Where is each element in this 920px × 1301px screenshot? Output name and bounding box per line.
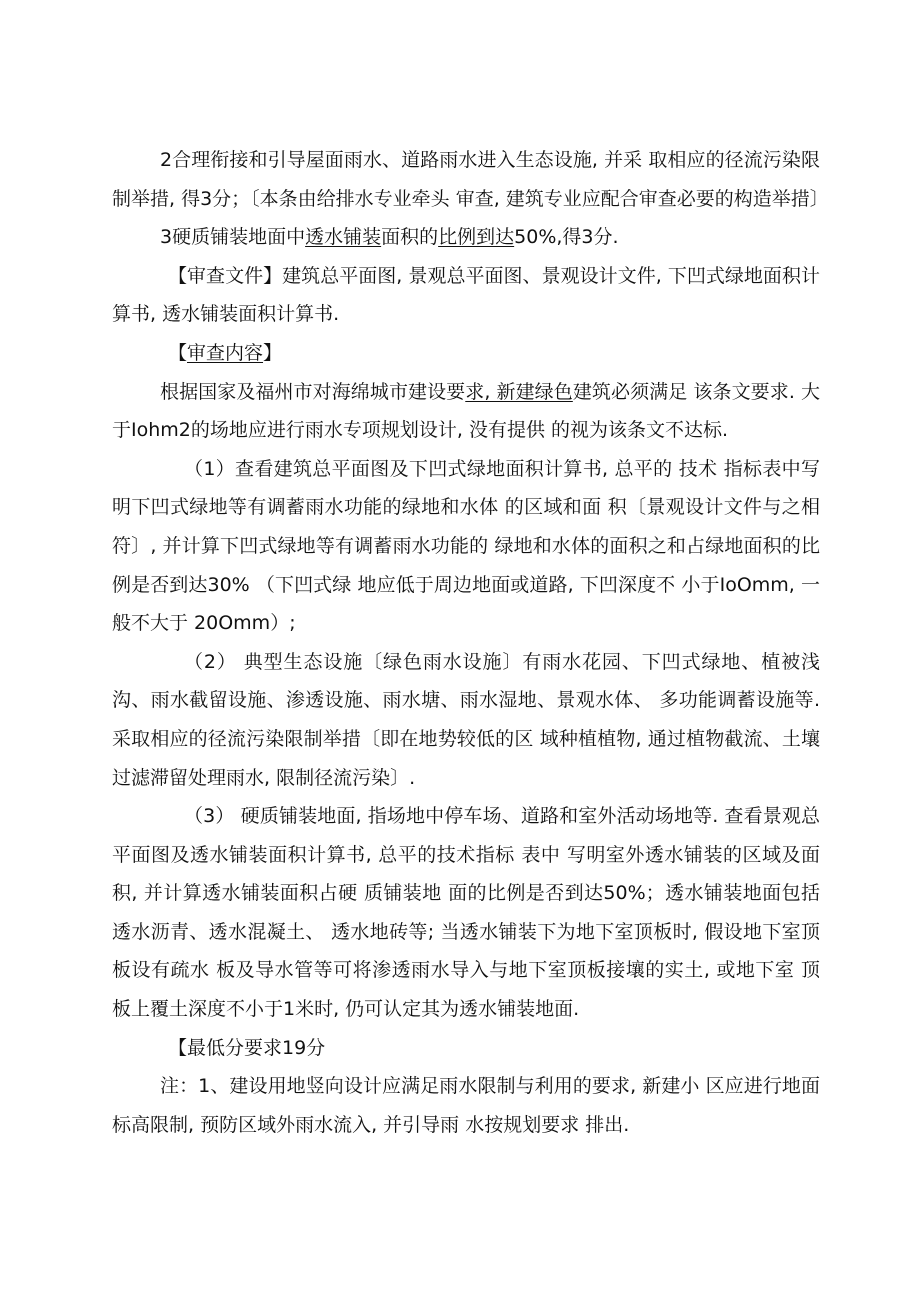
item-3-underline-2: 比例到达 (438, 226, 515, 249)
review-documents-text: 建筑总平面图, 景观总平面图、景观设计文件, 下凹式绿地面积计算书, 透水铺装面积计算书. (112, 264, 820, 326)
point-1-paragraph: （1）查看建筑总平面图及下凹式绿地面积计算书, 总平的 技术 指标表中写明下凹式绿地等有调蓄雨水功能的绿地和水体 的区域和面 积〔景观设计文件与之相符〕, 并计算下凹式绿地等有调蓄雨水功能的 绿地和水体的面积之和占绿地面积的比例是否到达30% （下凹式绿 地应低于周边地面或道路, 下凹深度不 小于IoOmm, 一般不大于 20Omm）; (112, 457, 820, 635)
item-3-prefix: 3硬质铺装地面中 (160, 226, 306, 249)
intro-suffix: 建筑必须满足 该条文要求. 大于Iohm2的场地应进行雨水专项规划设计, 没有提供 的视为该条文不达标. (112, 380, 820, 442)
item-3-mid: 面积的 (381, 226, 439, 249)
item-2-paragraph: 2合理衔接和引导屋面雨水、道路雨水进入生态设施, 并采 取相应的径流污染限制举措, 得3分；〔本条由给排水专业牵头 审查, 建筑专业应配合审查必要的构造举措〕 (112, 149, 829, 210)
minimum-score-line: 【最低分要求19分 (168, 1036, 326, 1059)
document-body (112, 141, 829, 1144)
item-3-suffix: 50%,得3分. (514, 226, 619, 249)
intro-underline: 求, 新建绿色 (465, 380, 573, 403)
review-documents-paragraph (112, 257, 820, 334)
review-content-open-bracket: 【 (168, 341, 188, 364)
item-3-underline-1: 透水铺装 (305, 226, 382, 249)
review-content-close-bracket: 】 (263, 341, 283, 364)
point-2-paragraph: （2） 典型生态设施〔绿色雨水设施〕有雨水花园、下凹式绿地、植被浅沟、雨水截留设施、渗透设施、雨水塘、雨水湿地、景观水体、 多功能调蓄设施等. 采取相应的径流污染限制举措〔即在地势较低的区 域种植植物, 通过植物截流、土壤过滤滞留处理雨水, 限制径流污染〕. (112, 650, 820, 789)
item-3-paragraph (112, 218, 820, 257)
review-documents-label: 【审查文件】 (168, 264, 283, 287)
review-content-heading (112, 334, 820, 373)
intro-paragraph (112, 373, 820, 450)
intro-prefix: 根据国家及福州市对海绵城市建设要 (160, 380, 466, 403)
point-3-paragraph: （3） 硬质铺装地面, 指场地中停车场、道路和室外活动场地等. 查看景观总平面图及透水铺装面积计算书, 总平的技术指标 表中 写明室外透水铺装的区域及面积, 并计算透水铺装面积占硬 质铺装地 面的比例是否到达50%；透水铺装地面包括透水沥青、透水混凝土、 透水地砖等; 当透水铺装下为地下室顶板时, 假设地下室顶板设有疏水 板及导水管等可将渗透雨水导入与地下室顶板接壤的实土, 或地下室 顶板上覆土深度不小于1米时, 仍可认定其为透水铺装地面. (112, 805, 820, 1021)
review-content-label: 审查内容 (187, 341, 264, 364)
note-paragraph: 注：1、建设用地竖向设计应满足雨水限制与利用的要求, 新建小 区应进行地面标高限制, 预防区域外雨水流入, 并引导雨 水按规划要求 排出. (112, 1075, 820, 1136)
